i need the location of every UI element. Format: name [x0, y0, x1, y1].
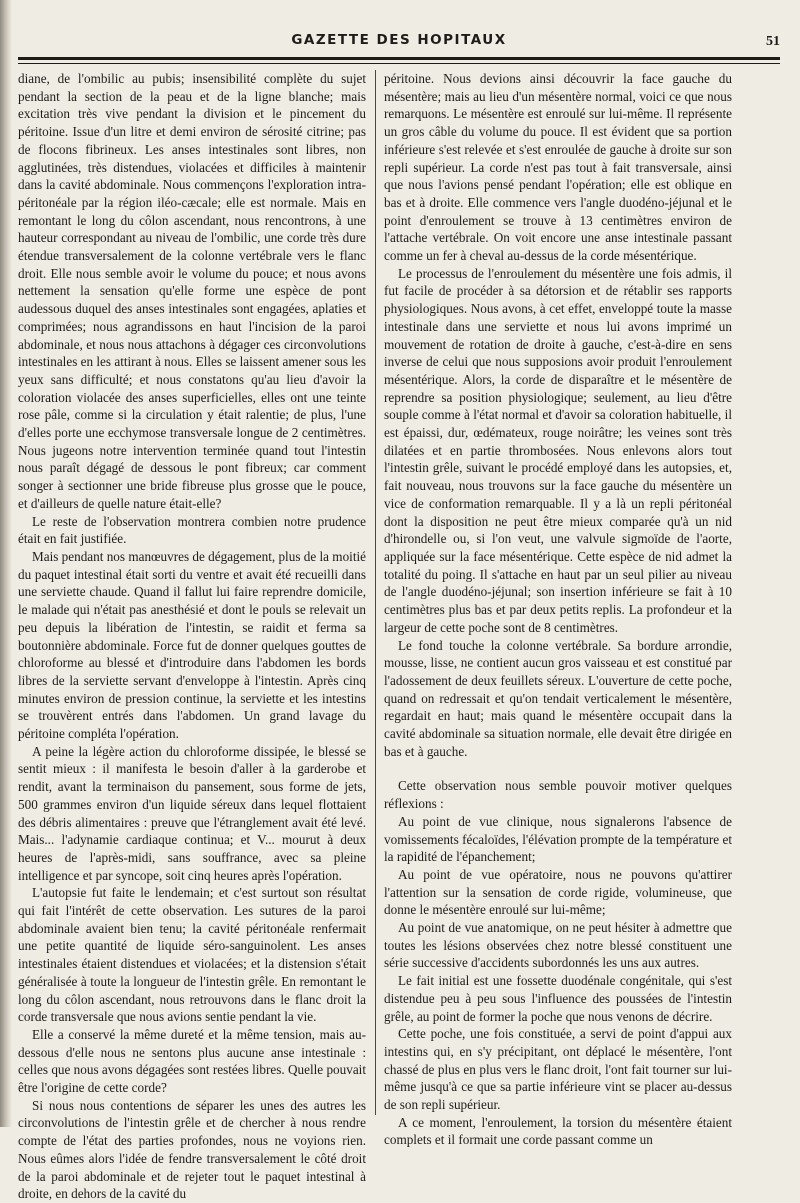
paragraph: Cette poche, une fois constituée, a servi de point d'appui aux intestins qui, en s'y précipitant, ont déplacé le mésentère, l'ont chassé de plus en plus vers le flanc droit, l'ont fait tourner sur lui-même jusqu'à ce que sa partie inférieure vint se placer au-dessus de son repli supérieur.	[384, 1026, 732, 1113]
paragraph: A ce moment, l'enroulement, la torsion du mésentère étaient complets et il formait une corde passant comme un	[384, 1114, 732, 1148]
paragraph: Elle a conservé la même dureté et la même tension, mais au-dessous d'elle nous ne sentons plus aucune anse intestinale : celles que nous avons dégagées sont restées libres. Quelle pouvait être l'origine de cette corde?	[18, 1026, 366, 1096]
paragraph: Mais pendant nos manœuvres de dégagement, plus de la moitié du paquet intestinal était sorti du ventre et avait été recueilli dans une serviette chaude. Quand il fallut lui faire reprendre domicile, le malade qui n'était pas anesthésié et dont le pouls se relevait un peu depuis la libération de l'intestin, se raidit et ferma sa boutonnière abdominale. Force fut de donner quelques gouttes de chloroforme au blessé et d'introduire dans l'abdomen les bords libres de la serviette servant d'enveloppe à l'intestin. Après cinq minutes environ de pression continue, la serviette et les intestins se trouvèrent entrés dans l'abdomen. Un grand lavage du péritoine compléta l'opération.	[18, 548, 367, 742]
page-binding-edge	[0, 0, 12, 1127]
paragraph: péritoine. Nous devions ainsi découvrir la face gauche du mésentère; mais au lieu d'un mésentère normal, voici ce que nous remarquons. Le mésentère est enroulé sur lui-même. Il représente un gros câble du volume du pouce. Il est évident que sa portion inférieure s'est relevée et s'est enroulée de gauche à droite sur son repli supérieur. La corde n'est pas tout à fait transversale, ainsi que nous l'avions pensé pendant l'opération; elle est oblique en bas et à droite. Elle commence vers l'angle duodéno-jéjunal et le point d'enroulement se trouve à 13 centimètres environ de l'attache vertébrale. On voit encore une anse intestinale passant comme un fer à cheval au-dessus de la corde mésentérique.	[384, 71, 732, 264]
paragraph: Le processus de l'enroulement du mésentère une fois admis, il fut facile de procéder à sa détorsion et de rétablir ses rapports physiologiques. Nous avons, à cet effet, enveloppé toute la masse intestinale dans une serviette et nous lui avons imprimé un mouvement de rotation de droite à gauche, c'est-à-dire en sens inverse de celui que nous supposions avoir produit l'enroulement mésentérique. Alors, la corde de disparaître et le mésentère de reprendre sa position physiologique; seulement, au lieu d'être souple comme à l'état normal et d'avoir sa coloration habituelle, il est épaissi, dur, œdémateux, rouge noirâtre; les veines sont très dilatées et en partie thrombosées. Nous enlevons alors tout l'intestin grêle, suivant le procédé employé dans les autopsies, et, fait nouveau, nous trouvons sur la face gauche du mésentère un vice de conformation remarquable. Il y a là un repli péritonéal dont la disposition ne peut être mieux comparée qu'à un nid d'hirondelle ou, si l'on veut, une valvule sigmoïde de l'aorte, appliquée sur la face mésentérique. Cette espèce de nid admet la totalité du poing. Il s'attache en haut par un seul pilier au niveau de l'angle duodéno-jéjunal; son insertion inférieure se fait à 10 centimètres plus bas et par deux petits replis. La profondeur et la largeur de cette poche sont de 8 centimètres.	[384, 265, 732, 635]
paragraph: Au point de vue clinique, nous signalerons l'absence de vomissements fécaloïdes, l'élévation prompte de la température et la rapidité de l'épanchement;	[384, 813, 732, 865]
paragraph: Au point de vue opératoire, nous ne pouvons qu'attirer l'attention sur la sensation de corde rigide, volumineuse, que donne le mésentère enroulé sur lui-même;	[384, 866, 732, 918]
paragraph: A peine la légère action du chloroforme dissipée, le blessé se sentit mieux : il manifesta le besoin d'aller à la garderobe et rendit, avant la terminaison du pansement, sous forme de jets, 500 grammes environ d'un liquide séreux dans lequel flottaient des débris alimentaires : preuve que l'étranglement avait été levé. Mais... l'adynamie cardiaque continua; et V... mourut à deux heures de l'après-midi, sans souffrance, avec sa pleine intelligence et par syncope, soit cinq heures après l'opération.	[18, 743, 366, 883]
column-divider	[375, 70, 376, 1115]
header-rule-thick	[18, 57, 780, 60]
paragraph: diane, de l'ombilic au pubis; insensibilité complète du sujet pendant la section de la peau et de la ligne blanche; mais excitation très vive pendant la division et le pincement du péritoine. Issue d'un litre et demi environ de sérosité citrine; pas de flocons fibrineux. Les anses intestinales sont libres, non agglutinées, très distendues, violacées et difficiles à maintenir dans la cavité abdominale. Nous commençons l'exploration intra-péritonéale par la région iléo-cæcale; elle est normale. Mais en remontant le long du côlon ascendant, nous rencontrons, à une hauteur correspondant au niveau de l'ombilic, une corde très dure étendue transversalement de la colonne vertébrale vers le flanc droit. Elle nous semble avoir le volume du pouce; et nous avons nettement la sensation qu'elle forme une espèce de pont audessous duquel des anses intestinales sont engagées, aplaties et comprimées; nous agrandissons en haut l'incision de la paroi abdominale, et nous nous attachons à dégager ces circonvolutions intestinales en les attirant à nous. Elles se laissent amener sous les yeux sans difficulté; et nous constatons qu'au lieu d'avoir la coloration violacée des anses superficielles, elles ont une teinte rose pâle, comme si la circulation y était ralentie; de plus, l'une d'elles porte une ecchymose transversale longue de 2 centimètres. Nous jugeons notre intervention terminée quand tout l'intestin nous paraît dégagé de dessous le pont fibreux; car comment songer à sectionner une bride fibreuse plus grosse que le pouce, et d'ailleurs de quelle nature était-elle?	[18, 71, 366, 511]
paragraph: Le reste de l'observation montrera combien notre prudence était en fait justifiée.	[18, 513, 366, 547]
left-column	[18, 70, 366, 1203]
right-column	[384, 70, 732, 1149]
page-number: 51	[766, 34, 780, 49]
paragraph: Au point de vue anatomique, on ne peut hésiter à admettre que toutes les lésions observées chez notre blessé constituent une série successive d'accidents subordonnés les uns aux autres.	[384, 920, 732, 971]
paragraph: Cette observation nous semble pouvoir motiver quelques réflexions :	[384, 778, 732, 812]
paragraph: L'autopsie fut faite le lendemain; et c'est surtout son résultat qui fait l'intérêt de cette observation. Les sutures de la paroi abdominale avaient bien tenu; la cavité péritonéale renfermait une petite quantité de liquide séro-sanguinolent. Les anses intestinales étaient distendues et violacées; et la distension s'était généralisée à toute la longueur de l'intestin grêle. En remontant le long du côlon ascendant, nous retrouvons dans le flanc droit la corde transversale que nous avions sentie pendant la vie.	[18, 885, 366, 1025]
paragraph: Le fait initial est une fossette duodénale congénitale, qui s'est distendue peu à peu sous l'influence des poussées de l'intestin grêle, au point de former la poche que nous venons de décrire.	[384, 973, 732, 1024]
paragraph: Si nous nous contentions de séparer les unes des autres les circonvolutions de l'intestin grêle et de chercher à nous rendre compte de l'état des parties profondes, nous ne voyions rien. Nous eûmes alors l'idée de fendre transversalement le côté droit de la paroi abdominale et de rejeter tout le paquet intestinal à droite, en dehors de la cavité du	[18, 1097, 366, 1202]
header-rule-thin	[18, 63, 780, 64]
running-title: GAZETTE DES HOPITAUX	[291, 32, 507, 48]
page-header	[18, 30, 780, 52]
paragraph: Le fond touche la colonne vertébrale. Sa bordure arrondie, mousse, lisse, ne contient aucun gros vaisseau et est constitué par l'adossement de deux feuillets séreux. L'ouverture de cette poche, quand on redressait et qu'on tendait verticalement le mésentère, regardait en haut; mais quand le mésentère occupait dans la cavité abdominale sa situation normale, elle devait être dirigée en bas et à gauche.	[384, 637, 732, 759]
